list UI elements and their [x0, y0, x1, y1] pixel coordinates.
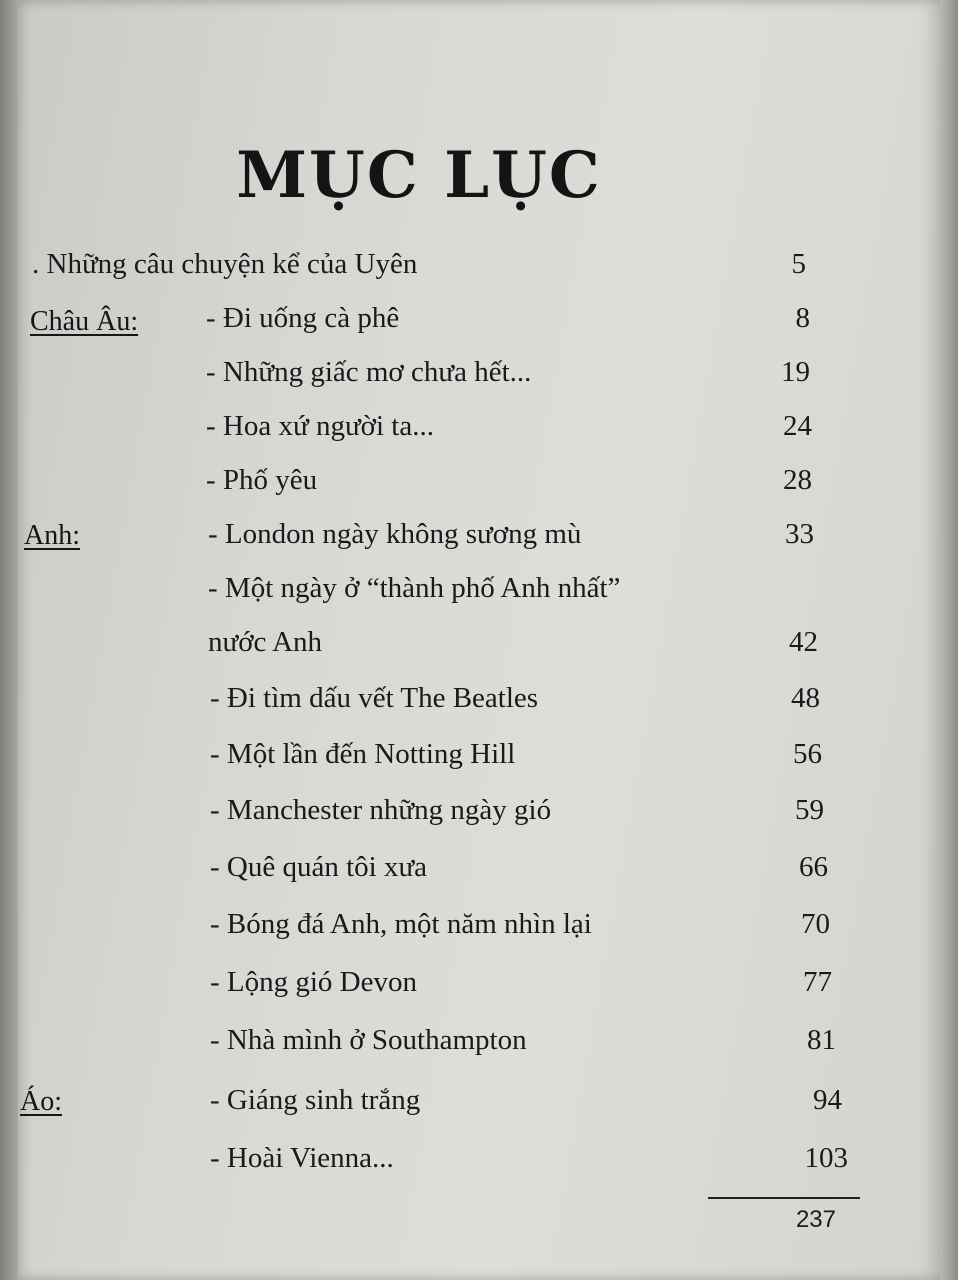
toc-row — [0, 738, 958, 778]
toc-page-number: 33 — [785, 518, 814, 550]
toc-row — [0, 1024, 958, 1064]
toc-page-number: 70 — [801, 908, 830, 940]
toc-page-number: 81 — [807, 1024, 836, 1056]
toc-page-number: 59 — [795, 794, 824, 826]
toc-entry-title: - Bóng đá Anh, một năm nhìn lại — [210, 908, 592, 940]
toc-row — [0, 572, 958, 612]
toc-page-number: 8 — [795, 302, 810, 334]
toc-page-number: 56 — [793, 738, 822, 770]
toc-entry-title: - Quê quán tôi xưa — [210, 851, 428, 883]
toc-entry-title: - Nhà mình ở Southampton — [210, 1024, 527, 1056]
toc-page-number: 28 — [783, 464, 812, 496]
toc-entry-title: nước Anh — [208, 626, 323, 658]
toc-entry-title: - Manchester những ngày gió — [210, 794, 552, 826]
page-number-footer: 237 — [795, 1206, 836, 1233]
toc-row-intro — [0, 248, 958, 288]
toc-page-number: 42 — [789, 626, 818, 658]
toc-page-number: 66 — [799, 851, 828, 883]
toc-entry-title: . Những câu chuyện kể của Uyên — [32, 248, 418, 280]
toc-row — [0, 518, 958, 558]
toc-entry-title: - Đi uống cà phê — [206, 302, 400, 334]
toc-row — [0, 410, 958, 450]
section-label-ao: Áo: — [20, 1086, 62, 1117]
toc-row — [0, 464, 958, 504]
toc-entry-title: - Đi tìm dấu vết The Beatles — [210, 682, 539, 714]
toc-page-number: 77 — [803, 966, 832, 998]
section-label-chau-au: Châu Âu: — [30, 306, 139, 337]
toc-entry-title: - Hoài Vienna... — [210, 1142, 394, 1174]
toc-entry-title: - Hoa xứ người ta... — [206, 410, 434, 442]
toc-page-number: 5 — [791, 248, 806, 280]
page-title: MỤC LỤC — [236, 138, 602, 213]
toc-page-number: 94 — [813, 1084, 842, 1116]
toc-row — [0, 356, 958, 396]
toc-row — [0, 682, 958, 722]
footer-rule — [708, 1197, 860, 1199]
toc-row — [0, 302, 958, 342]
toc-entry-title: - Giáng sinh trắng — [210, 1084, 421, 1116]
section-label-anh: Anh: — [24, 520, 80, 551]
toc-entry-title: - Lộng gió Devon — [210, 966, 417, 998]
toc-row — [0, 908, 958, 948]
toc-entry-title: - Những giấc mơ chưa hết... — [206, 356, 532, 388]
toc-entry-title: - London ngày không sương mù — [208, 518, 582, 550]
toc-row — [0, 1142, 958, 1182]
toc-entry-title: - Một ngày ở “thành phố Anh nhất” — [208, 572, 621, 604]
toc-page-number: 19 — [781, 356, 810, 388]
toc-entry-title: - Một lần đến Notting Hill — [210, 738, 516, 770]
toc-row — [0, 966, 958, 1006]
toc-row — [0, 851, 958, 891]
toc-row — [0, 1084, 958, 1124]
toc-page-number: 48 — [791, 682, 820, 714]
toc-page-number: 24 — [783, 410, 812, 442]
toc-entry-title: - Phố yêu — [206, 464, 318, 496]
toc-page-number: 103 — [804, 1142, 848, 1174]
toc-row — [0, 626, 958, 666]
toc-row — [0, 794, 958, 834]
